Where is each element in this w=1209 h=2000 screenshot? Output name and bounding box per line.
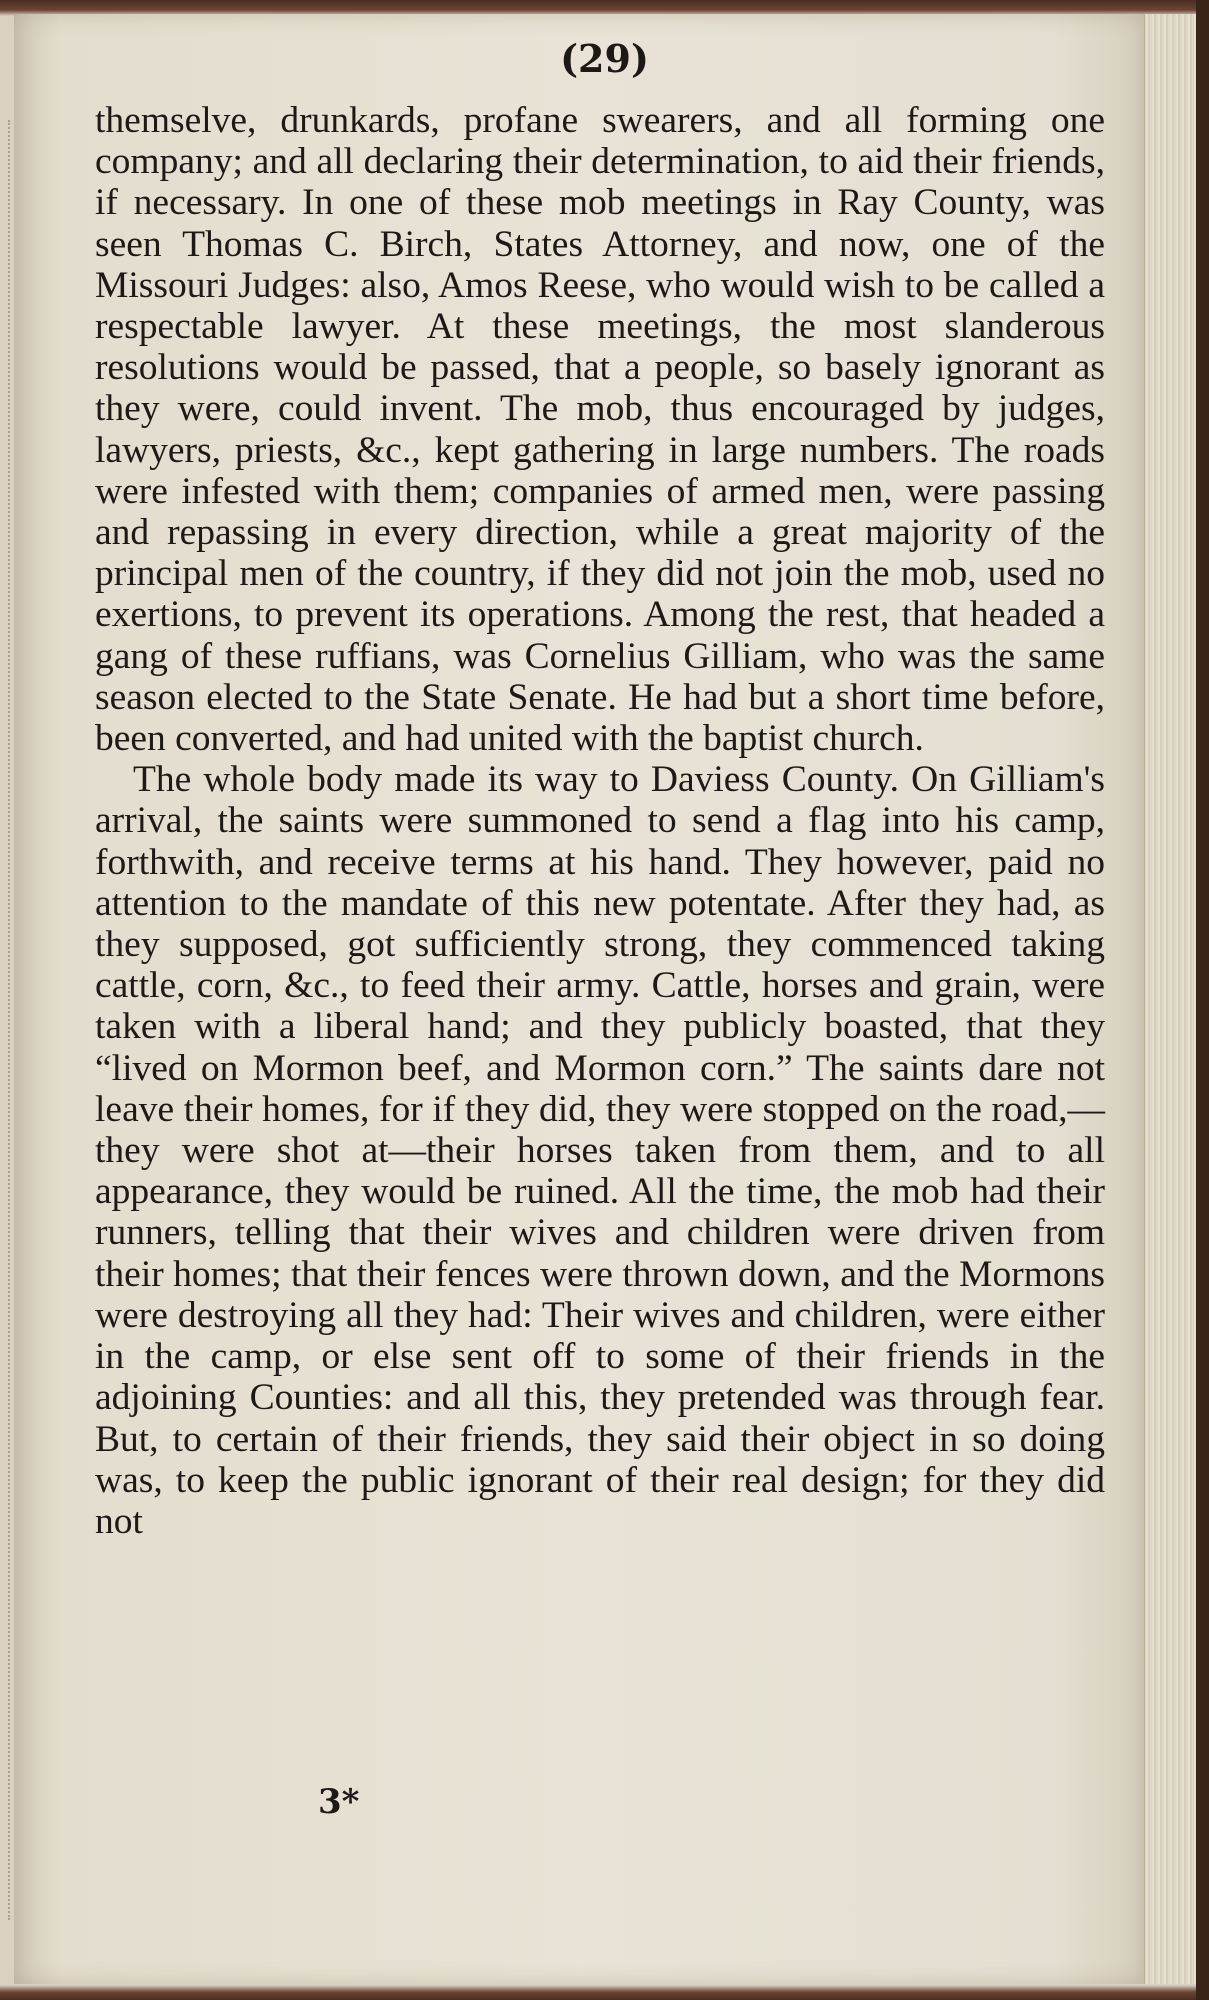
page-number: (29) (560, 36, 649, 81)
page-fore-edge (1144, 14, 1197, 1984)
signature-mark: 3* (318, 1782, 360, 1822)
book-cover-edge (1196, 0, 1209, 2000)
gutter-stitch-marks (8, 120, 16, 1920)
paragraph-2: The whole body made its way to Daviess County. On Gilliam's arrival, the saints were summoned to send a flag into his camp, forthwith, and receive terms at his hand. They however, paid no attention to the mandate of this new potentate. After they had, as they supposed, got sufficiently strong, they commenced taking cattle, corn, &c., to feed their army. Cattle, horses and grain, were taken with a liberal hand; and they publicly boasted, that they “lived on Mormon beef, and Mormon corn.” The saints dare not leave their homes, for if they did, they were stopped on the road,—they were shot at—their horses taken from them, and to all appearance, they would be ruined. All the time, the mob had their runners, telling that their wives and children were driven from their homes; that their fences were thrown down, and the Mormons were destroying all they had: Their wives and children, were either in the camp, or else sent off to some of their friends in the adjoining Counties: and all this, they pretended was through fear. But, to certain of their friends, they said their object in so doing was, to keep the public ignorant of their real design; for they did not (95, 759, 1105, 1542)
body-text (95, 100, 1105, 1542)
paragraph-1: themselve, drunkards, profane swearers, and all forming one company; and all declaring their determination, to aid their friends, if necessary. In one of these mob meetings in Ray County, was seen Thomas C. Birch, States Attorney, and now, one of the Missouri Judges: also, Amos Reese, who would wish to be called a respectable lawyer. At these meetings, the most slanderous resolutions would be passed, that a people, so basely ignorant as they were, could invent. The mob, thus encouraged by judges, lawyers, priests, &c., kept gathering in large numbers. The roads were infested with them; companies of armed men, were passing and repassing in every direction, while a great majority of the principal men of the country, if they did not join the mob, used no exertions, to prevent its operations. Among the rest, that headed a gang of these ruffians, was Cornelius Gilliam, who was the same season elected to the State Senate. He had but a short time before, been converted, and had united with the baptist church. (95, 100, 1105, 760)
